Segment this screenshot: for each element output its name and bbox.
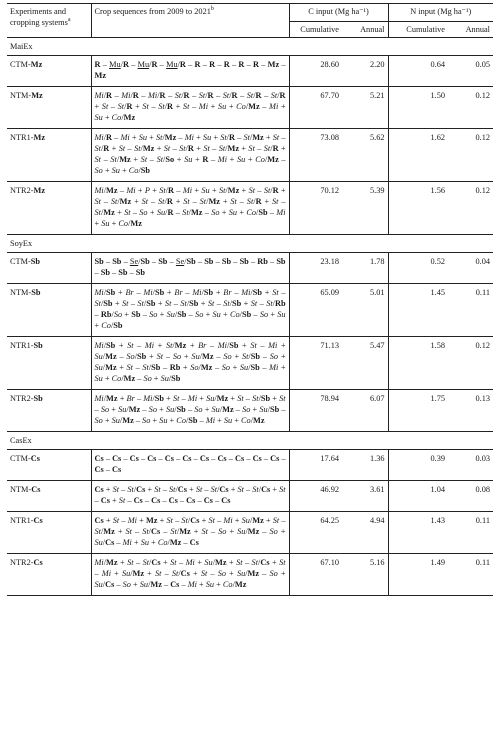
system-prefix: NTM- [10,91,32,100]
system-label [7,450,91,481]
system-prefix: NTM- [10,485,32,494]
header-n-input: N input (Mg ha⁻¹) [388,4,493,22]
c-cumulative-value: 67.70 [289,87,342,129]
c-cumulative-value: 65.09 [289,284,342,337]
c-annual-value: 1.36 [342,450,388,481]
system-label [7,337,91,390]
n-annual-value: 0.03 [448,450,493,481]
crop-sequence: Mi/Mz – Mi + P + St/R – Mi + Su + St/Mz + St – St/R + St – St/Mz + St – St/R + St – St/Mz + St – St/R + St – St/Mz + St – So + Su/R – St/Mz – So + Su + Co/Sb – Mi + Su + Co/Mz [91,182,289,235]
crop-sequence: Cs + St – St/Cs + St – St/Cs + St – St/Cs + St – St/Cs + St – Cs + St – Cs – Cs – Cs – Cs – Cs – Cs [91,481,289,512]
header-experiments-label: Experiments and cropping systems [10,7,68,27]
c-cumulative-value: 70.12 [289,182,342,235]
n-cumulative-value: 0.39 [388,450,448,481]
system-prefix: NTR2- [10,558,34,567]
c-annual-value: 5.39 [342,182,388,235]
system-label [7,129,91,182]
system-crop: Mz [33,133,46,142]
n-annual-value: 0.05 [448,56,493,87]
system-crop: Sb [33,394,43,403]
system-prefix: NTR2- [10,394,34,403]
header-crop-sequences [91,4,289,38]
c-cumulative-value: 78.94 [289,390,342,432]
system-prefix: NTR1- [10,133,34,142]
system-prefix: CTM- [10,257,31,266]
system-label [7,390,91,432]
n-annual-value: 0.13 [448,390,493,432]
c-annual-value: 5.21 [342,87,388,129]
system-label [7,554,91,596]
group-row [7,235,493,253]
system-crop: Sb [30,257,40,266]
c-annual-value: 6.07 [342,390,388,432]
system-prefix: CTM- [10,454,31,463]
crop-sequence: Mi/Sb + Br – Mi/Sb + Br – Mi/Sb + Br – Mi/Sb + St – St/Sb + St – St/Sb + St – St/Sb + St – St/Sb + St – St/Rb – Rb/So + Sb – So + Su/Sb – So + Su + Co/Sb – So + Su + Co/Sb [91,284,289,337]
n-cumulative-value: 0.52 [388,253,448,284]
table-row [7,554,493,596]
n-annual-value: 0.12 [448,337,493,390]
n-annual-value: 0.11 [448,554,493,596]
c-cumulative-value: 46.92 [289,481,342,512]
n-annual-value: 0.12 [448,182,493,235]
group-name: MaiEx [7,38,493,56]
c-cumulative-value: 73.08 [289,129,342,182]
c-cumulative-value: 67.10 [289,554,342,596]
system-crop: Sb [31,288,41,297]
crop-sequence: Sb – Sb – Se/Sb – Sb – Se/Sb – Sb – Sb – Sb – Rb – Sb – Sb – Sb – Sb [91,253,289,284]
table-body [7,38,493,596]
system-crop: Sb [33,341,43,350]
c-annual-value: 4.94 [342,512,388,554]
crop-sequence: Mi/R – Mi + Su + St/Mz – Mi + Su + St/R – St/Mz + St – St/R + St – St/Mz + St – St/R + St – St/Mz + St – St/R + St – St/Mz + St – St/So + Su + R – Mi + Su + Co/Mz – So + Su + Co/Sb [91,129,289,182]
table-row [7,390,493,432]
system-prefix: NTR1- [10,341,34,350]
crop-sequence: Mi/Mz + Br – Mi/Sb + St – Mi + Su/Mz + St – St/Sb + St – So + Su/Mz – So + Su/Sb – So + Su/Mz – So + Su/Sb – So + Su/Mz – So + Su + Co/Sb – Mi + Su + Co/Mz [91,390,289,432]
crop-sequence: R – Mu/R – Mu/R – Mu/R – R – R – R – R – R – Mz – Mz [91,56,289,87]
table-row [7,129,493,182]
table-row [7,337,493,390]
header-n-annual: Annual [448,22,493,38]
c-annual-value: 5.62 [342,129,388,182]
n-annual-value: 0.11 [448,284,493,337]
system-crop: Mz [33,186,46,195]
header-c-cumulative: Cumulative [289,22,342,38]
group-name: SoyEx [7,235,493,253]
c-cumulative-value: 71.13 [289,337,342,390]
crop-sequence: Mi/Mz + St – St/Cs + St – Mi + Su/Mz + St – St/Cs + St – Mi + Su/Mz + St – St/Cs + St – So + Su/Mz – So + Su/Cs – So + Su/Mz – Cs – Mi + Su + Co/Mz [91,554,289,596]
n-cumulative-value: 1.62 [388,129,448,182]
header-c-annual: Annual [342,22,388,38]
header-crop-sequences-label: Crop sequences from 2009 to 2021 [94,7,211,16]
group-row [7,432,493,450]
system-label [7,481,91,512]
header-c-input: C input (Mg ha⁻¹) [289,4,388,22]
system-label [7,87,91,129]
system-label [7,512,91,554]
n-cumulative-value: 0.64 [388,56,448,87]
n-cumulative-value: 1.58 [388,337,448,390]
crop-sequence: Mi/R – Mi/R – Mi/R – St/R – St/R – St/R – St/R – St/R + St – St/R + St – St/R + St – Mi + Su + Co/Mz – Mi + Su + Co/Mz [91,87,289,129]
c-annual-value: 5.16 [342,554,388,596]
c-annual-value: 2.20 [342,56,388,87]
c-annual-value: 1.78 [342,253,388,284]
system-crop: Cs [30,454,40,463]
system-label [7,253,91,284]
group-name: CasEx [7,432,493,450]
table-row [7,284,493,337]
c-cumulative-value: 64.25 [289,512,342,554]
table-row [7,56,493,87]
system-crop: Cs [33,516,43,525]
n-annual-value: 0.12 [448,129,493,182]
table-row [7,481,493,512]
system-label [7,182,91,235]
system-crop: Cs [31,485,41,494]
system-prefix: NTR2- [10,186,34,195]
system-prefix: NTM- [10,288,32,297]
n-annual-value: 0.11 [448,512,493,554]
header-experiments [7,4,91,38]
table-row [7,182,493,235]
crop-sequence-table [7,3,493,596]
n-cumulative-value: 1.49 [388,554,448,596]
system-prefix: CTM- [10,60,31,69]
n-cumulative-value: 1.75 [388,390,448,432]
system-crop: Cs [33,558,43,567]
c-annual-value: 5.47 [342,337,388,390]
n-annual-value: 0.12 [448,87,493,129]
group-row [7,38,493,56]
c-cumulative-value: 23.18 [289,253,342,284]
system-crop: Mz [30,60,43,69]
n-cumulative-value: 1.43 [388,512,448,554]
header-n-cumulative: Cumulative [388,22,448,38]
footnote-b: b [210,6,214,13]
system-prefix: NTR1- [10,516,34,525]
n-annual-value: 0.04 [448,253,493,284]
table-row [7,253,493,284]
c-cumulative-value: 17.64 [289,450,342,481]
crop-sequence: Mi/Sb + St – Mi + St/Mz + Br – Mi/Sb + St – Mi + Su/Mz – So/Sb + St – So + Su/Mz – So + St/Sb – So + Su/Mz + St – St/Sb – Rb + So/Mz – So + Su/Sb – Mi + Su + Co/Mz – So + Su/Sb [91,337,289,390]
footnote-a: a [67,17,71,24]
table-row [7,87,493,129]
n-cumulative-value: 1.04 [388,481,448,512]
n-cumulative-value: 1.50 [388,87,448,129]
system-crop: Mz [31,91,43,100]
system-label [7,56,91,87]
c-annual-value: 5.01 [342,284,388,337]
crop-sequence: Cs – Cs – Cs – Cs – Cs – Cs – Cs – Cs – Cs – Cs – Cs – Cs – Cs [91,450,289,481]
table-row [7,512,493,554]
n-cumulative-value: 1.45 [388,284,448,337]
c-cumulative-value: 28.60 [289,56,342,87]
system-label [7,284,91,337]
n-annual-value: 0.08 [448,481,493,512]
table-row [7,450,493,481]
n-cumulative-value: 1.56 [388,182,448,235]
c-annual-value: 3.61 [342,481,388,512]
crop-sequence: Cs + St – Mi + Mz + St – St/Cs + St – Mi + Su/Mz + St – St/Mz + St – St/Cs – St/Mz + St – So + Su/Mz – So + Su/Cs – Mi + Su + Co/Mz – Cs [91,512,289,554]
